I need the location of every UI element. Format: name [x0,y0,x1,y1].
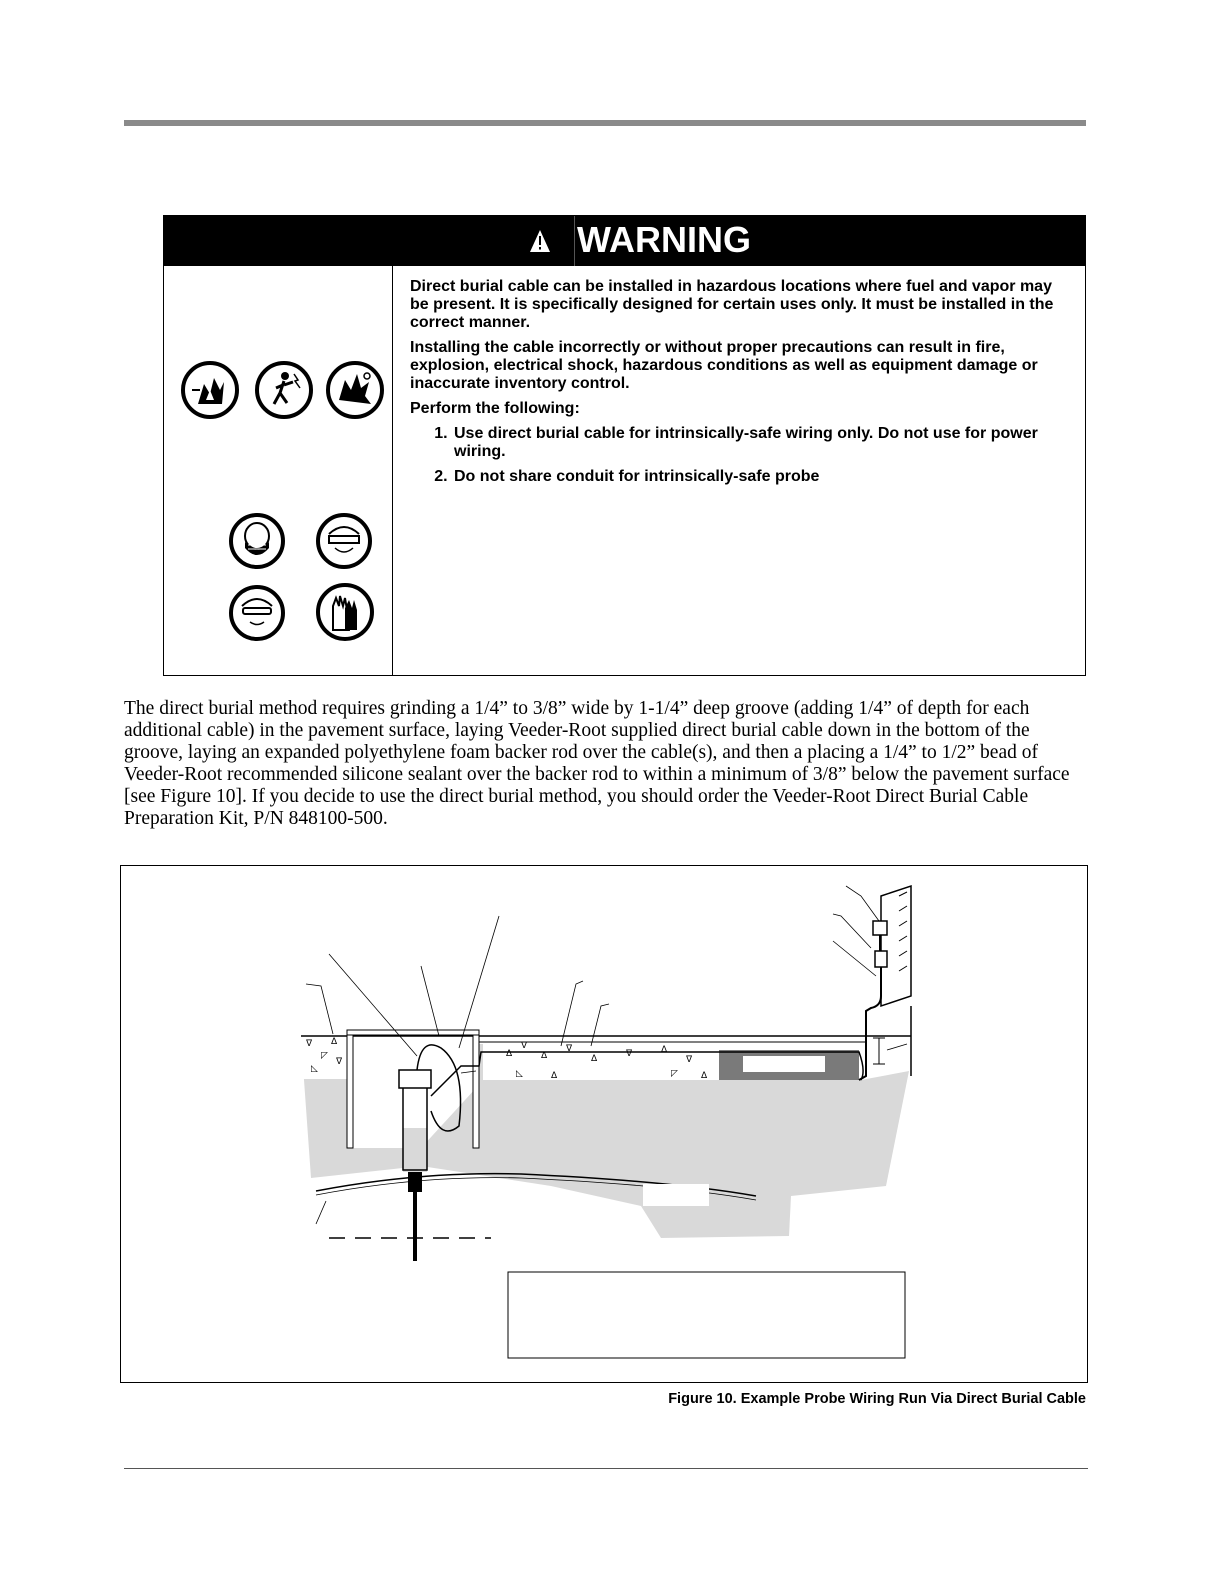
svg-text:ᐁ: ᐁ [686,1055,693,1065]
svg-text:◺: ◺ [516,1069,523,1079]
manhole-wall-right [473,1032,479,1148]
svg-text:ᐃ: ᐃ [541,1051,548,1061]
junction-box [873,921,887,935]
figure-box [120,865,1088,1383]
warning-paragraph: Direct burial cable can be installed in hazardous locations where fuel and vapor may be present. It is specifically designed for certain uses only. It must be installed in the correct manner. [410,278,1054,331]
fire-explosion-icon [180,360,240,420]
warning-step: 1. Use direct burial cable for intrinsically-safe wiring only. Do not use for power wiring. [452,425,1070,461]
manhole-wall-left [347,1032,353,1148]
groove-label-area [743,1056,825,1072]
svg-text:ᐃ: ᐃ [551,1071,558,1081]
svg-text:ᐁ: ᐁ [521,1041,528,1051]
electrical-shock-icon [254,360,314,420]
probe-cap [399,1070,431,1088]
svg-text:◸: ◸ [671,1069,678,1079]
svg-text:ᐃ: ᐃ [331,1037,338,1047]
warning-box [163,215,1086,676]
svg-text:ᐃ: ᐃ [506,1049,513,1059]
explosion-icon [325,360,385,420]
warning-triangle-icon [504,216,575,266]
building-wall [881,886,911,1006]
warning-header [164,216,1085,266]
warning-steps [410,425,1070,486]
warning-paragraph: Perform the following: [410,400,580,417]
svg-text:ᐁ: ᐁ [306,1039,313,1049]
body-paragraph: The direct burial method requires grinding a 1/4” to 3/8” wide by 1-1/4” deep groove (adding 1/4” of depth for each additional cable) in the pavement surface, laying Veeder-Root supplied direct burial cable down in the bottom of the groove, laying an expanded polyethylene foam backer rod over the cable(s), and then a placing a 1/4” to 1/2” bead of Veeder-Root recommended silicone sealant over the backer rod to within a minimum of 3/8” below the pavement surface [see Figure 10]. If you decide to use the direct burial method, you should order the Veeder-Root Direct Burial Cable Preparation Kit, P/N 848100-500. [124,698,1070,829]
svg-text:ᐃ: ᐃ [591,1054,598,1064]
gloves-icon [315,582,375,642]
svg-text:ᐃ: ᐃ [661,1045,668,1055]
seal-fitting [875,951,887,967]
probe-wiring-diagram [121,866,1087,1382]
warning-title: WARNING [577,219,751,260]
manhole-cover [347,1030,479,1035]
notes-box [508,1272,905,1358]
svg-text:◺: ◺ [311,1064,318,1074]
warning-divider [392,266,393,676]
svg-text:ᐃ: ᐃ [701,1071,708,1081]
svg-text:ᐁ: ᐁ [626,1049,633,1059]
soil-label-area [643,1184,709,1206]
eye-protection-icon [228,584,286,642]
header-rule [124,120,1086,126]
svg-text:ᐁ: ᐁ [336,1057,343,1067]
svg-text:◸: ◸ [321,1051,328,1061]
warning-step: 2. Do not share conduit for intrinsically-safe probe [452,468,1070,486]
footer-rule [124,1468,1088,1469]
warning-paragraph: Installing the cable incorrectly or without proper precautions can result in fire, explosion, electrical shock, hazardous conditions as well as equipment damage or inaccurate inventory control. [410,339,1038,392]
warning-text [410,278,1070,493]
safety-glasses-icon [315,512,373,570]
figure-caption: Figure 10. Example Probe Wiring Run Via Direct Burial Cable [668,1391,1086,1407]
respirator-icon [228,512,286,570]
svg-text:ᐁ: ᐁ [566,1044,573,1054]
